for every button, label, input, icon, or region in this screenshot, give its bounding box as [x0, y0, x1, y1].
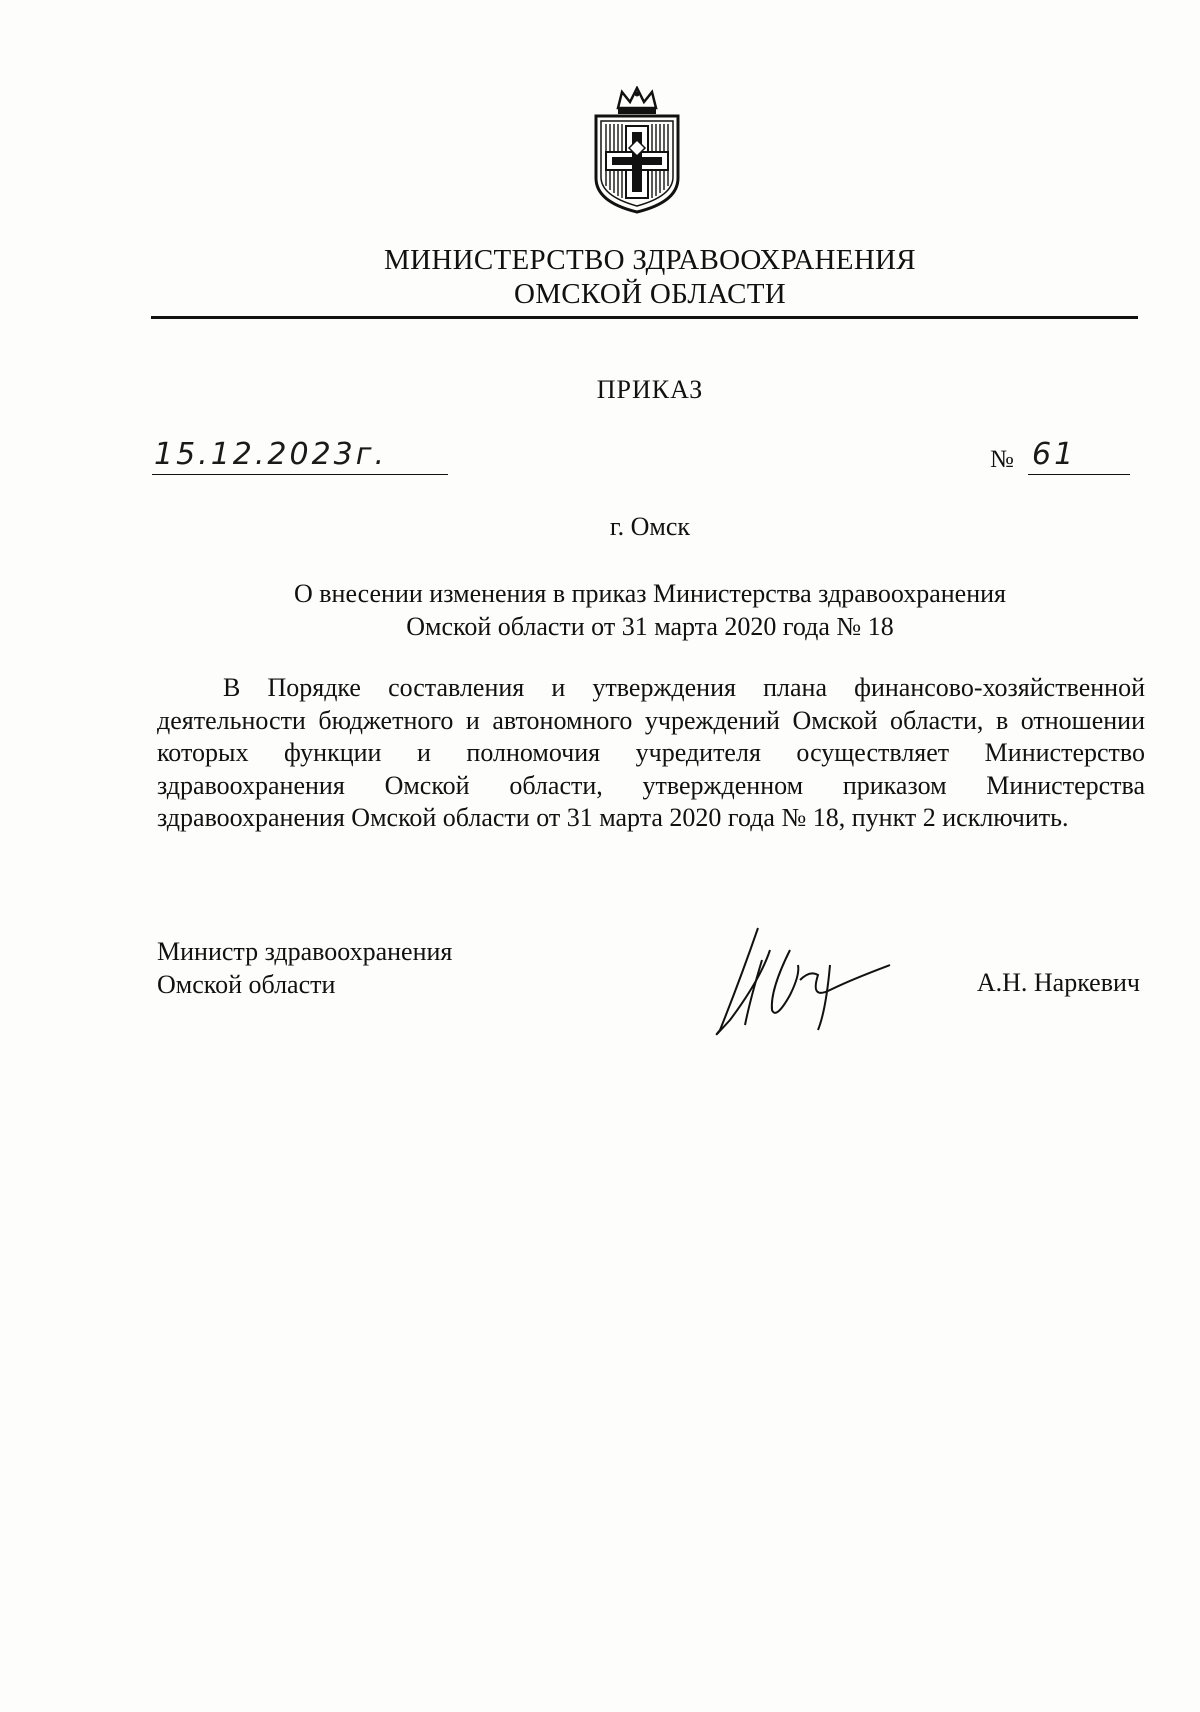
order-body-paragraph: В Порядке составления и утверждения плана финансово-хозяйственной деятельности бюджетного и автономного учреждений Омской области, в отношении которых функции и полномочия учредителя осуществляет Министерство здравоохранения Омской области, утвержденном приказом Министерства здравоохранения Омской области от 31 марта 2020 года № 18, пункт 2 исключить. [157, 673, 1145, 832]
order-date-field [152, 437, 448, 475]
signer-name: А.Н. Наркевич [976, 968, 1140, 997]
signer-role-line2: Омской области [157, 970, 336, 999]
order-number: 61 [1032, 437, 1077, 472]
ministry-name-line2: ОМСКОЙ ОБЛАСТИ [513, 278, 787, 310]
ministry-name-line1: МИНИСТЕРСТВО ЗДРАВООХРАНЕНИЯ [384, 244, 916, 276]
order-date: 15.12.2023г. [154, 437, 388, 472]
order-number-block [990, 437, 1130, 474]
signer-role-line1: Министр здравоохранения [157, 937, 453, 966]
order-title-line2: Омской области от 31 марта 2020 года № 18 [406, 612, 894, 641]
header-divider [151, 316, 1138, 319]
order-number-field [1028, 437, 1130, 475]
issue-city: г. Омск [609, 512, 691, 541]
handwritten-signature [700, 920, 900, 1040]
number-sign: № [990, 446, 1014, 473]
order-title-line1: О внесении изменения в приказ Министерства здравоохранения [294, 579, 1006, 608]
document-type: ПРИКАЗ [596, 375, 704, 404]
coat-of-arms-icon [588, 86, 686, 214]
